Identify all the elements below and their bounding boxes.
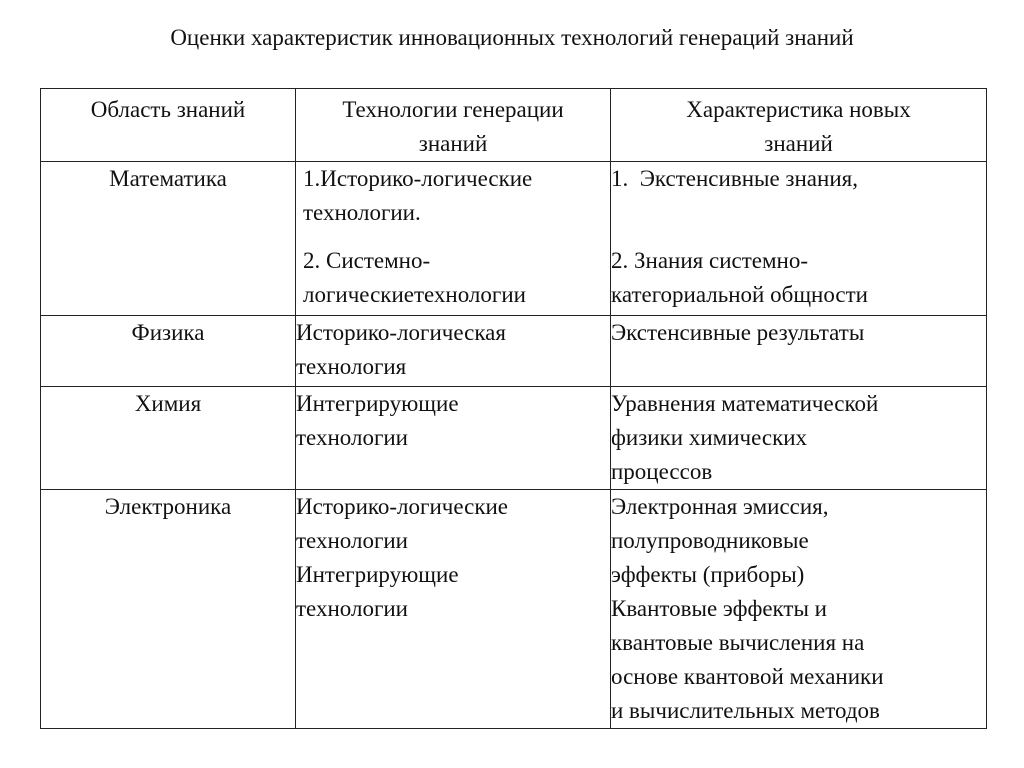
cell-line: Электроника [104,494,232,519]
cell-line: Физика [131,320,205,345]
cell-area [41,387,296,490]
cell-line: процессов [611,459,713,484]
header-knowledge-area [41,89,296,162]
cell-line: технологии [296,425,408,450]
cell-line: Уравнения математической [611,391,879,416]
cell-line: категориальной общности [611,282,868,307]
table-row-chemistry [41,387,987,490]
cell-technologies [296,316,611,387]
table-header-row [41,89,987,162]
cell-line: 2. Знания системно- [611,248,808,273]
cell-area [41,162,296,316]
cell-line: Историко-логические [296,494,509,519]
cell-area [41,316,296,387]
header-line: Характеристика новых [686,97,911,122]
cell-line: полупроводниковые [611,528,809,553]
cell-area [41,490,296,729]
header-line: Область знаний [90,97,246,122]
cell-line: 1.Историко-логические [303,166,533,191]
cell-line: 1. Экстенсивные знания, [611,166,858,191]
cell-characteristics [611,162,987,316]
cell-technologies [296,162,611,316]
cell-line: технологии [296,528,408,553]
cell-line: Экстенсивные результаты [611,320,865,345]
header-line: знаний [764,131,833,156]
cell-technologies [296,387,611,490]
cell-line: технология [296,354,407,379]
cell-line: Электронная эмиссия, [611,494,829,519]
cell-line: физики химических [611,425,808,450]
table-row-mathematics [41,162,987,316]
header-new-knowledge-characteristics [611,89,987,162]
table-row-electronics [41,490,987,729]
cell-line: и вычислительных методов [611,698,880,723]
cell-characteristics [611,490,987,729]
knowledge-technologies-table [40,88,987,729]
table-row-physics [41,316,987,387]
cell-line: Квантовые эффекты и [611,596,827,621]
cell-line: Интегрирующие [296,391,459,416]
cell-line: квантовые вычисления на [611,630,865,655]
cell-line: технологии. [303,200,421,225]
cell-line: основе квантовой механики [611,664,884,689]
cell-line: 2. Системно- [303,248,431,273]
header-generation-technologies [296,89,611,162]
header-line: знаний [418,131,488,156]
header-line: Технологии генерации [342,97,564,122]
cell-line: эффекты (приборы) [611,562,805,587]
cell-characteristics [611,316,987,387]
page-title: Оценки характеристик инновационных технологий генераций знаний [170,25,854,50]
cell-line: Интегрирующие [296,562,459,587]
cell-line: Историко-логическая [296,320,506,345]
cell-line: Химия [134,391,202,416]
cell-line: технологии [296,596,408,621]
cell-line: Математика [109,166,227,191]
cell-line: логическиетехнологии [303,282,526,307]
cell-technologies [296,490,611,729]
cell-characteristics [611,387,987,490]
